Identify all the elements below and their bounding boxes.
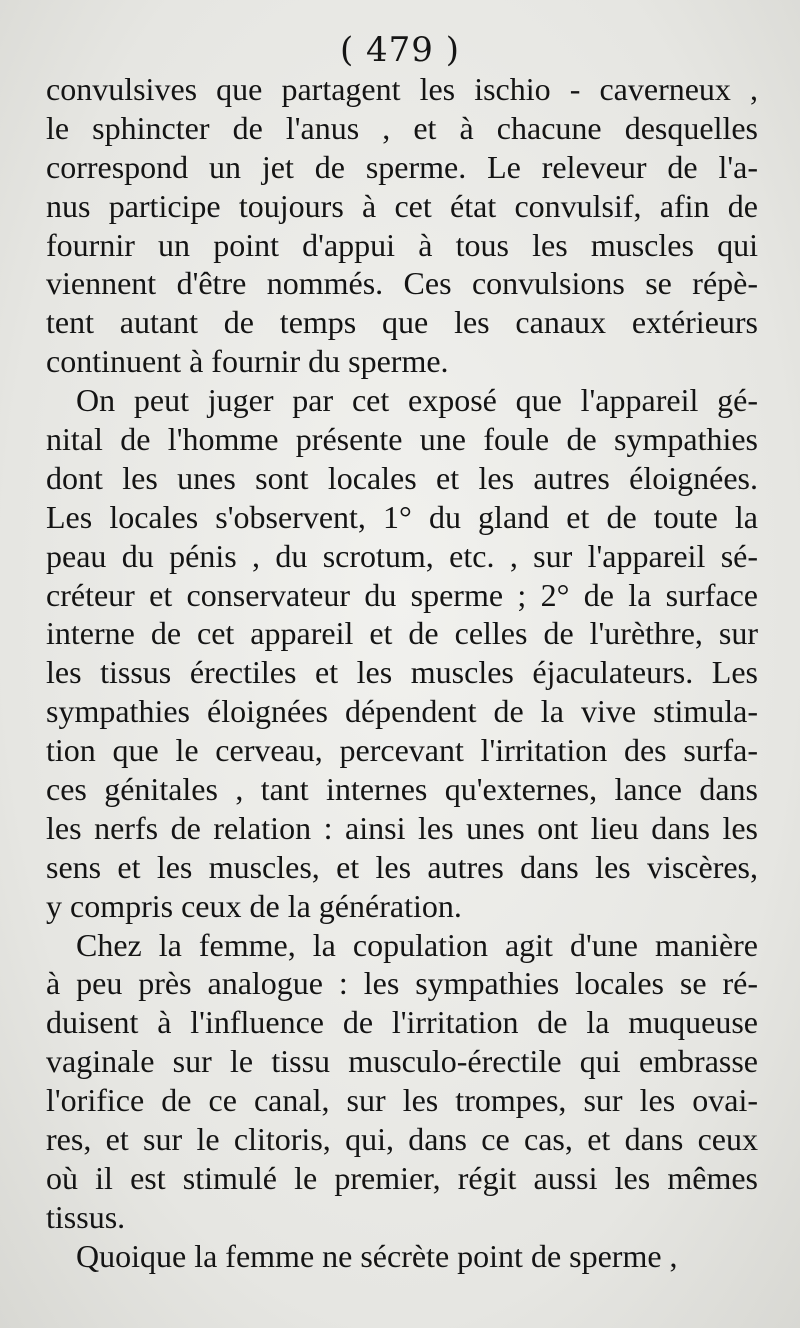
text-line: tent autant de temps que les canaux extérieurs [46, 304, 758, 341]
text-line: convulsives que partagent les ischio - caverneux , [46, 71, 758, 107]
text-line: où il est stimulé le premier, régit aussi les mêmes [46, 1159, 758, 1196]
text-line: res, et sur le clitoris, qui, dans ce cas, et dans ceux [46, 1121, 758, 1158]
text-line: l'orifice de ce canal, sur les trompes, sur les ovai- [46, 1082, 758, 1119]
paragraph-2 [46, 381, 758, 925]
text-line: le sphincter de l'anus , et à chacune desquelles [46, 109, 758, 146]
text-line: sympathies éloignées dépendent de la vive stimula- [46, 693, 758, 730]
text-line: Chez la femme, la copulation agit d'une manière [76, 926, 758, 963]
text-line: On peut juger par cet exposé que l'appareil gé- [76, 382, 758, 419]
text-line: duisent à l'influence de l'irritation de la muqueuse [46, 1004, 758, 1041]
text-line: tion que le cerveau, percevant l'irritation des surfa- [46, 732, 758, 769]
page-number: ( 479 ) [339, 30, 461, 70]
text-line: y compris ceux de la génération. [46, 887, 462, 924]
text-line: tissus. [46, 1198, 126, 1235]
paragraph-3 [46, 926, 758, 1237]
text-line: viennent d'être nommés. Ces convulsions se répè- [46, 265, 758, 302]
text-line: les tissus érectiles et les muscles éjaculateurs. Les [46, 654, 758, 691]
text-line: sens et les muscles, et les autres dans les viscères, [46, 848, 758, 885]
text-line: interne de cet appareil et de celles de l'urèthre, sur [46, 615, 758, 652]
text-line: continuent à fournir du sperme. [46, 343, 449, 380]
text-line: créteur et conservateur du sperme ; 2° de la surface [46, 576, 758, 613]
text-line: à peu près analogue : les sympathies locales se ré- [46, 965, 758, 1002]
text-line: dont les unes sont locales et les autres éloignées. [46, 459, 758, 496]
text-line: peau du pénis , du scrotum, etc. , sur l'appareil sé- [46, 537, 758, 574]
paragraph-4 [46, 1237, 758, 1276]
text-line: Les locales s'observent, 1° du gland et de toute la [46, 498, 758, 535]
text-line: ces génitales , tant internes qu'externes, lance dans [46, 771, 758, 808]
text-line: nus participe toujours à cet état convulsif, afin de [46, 187, 758, 224]
text-line: nital de l'homme présente une foule de sympathies [46, 421, 758, 458]
paragraph-1 [46, 70, 758, 381]
text-line: les nerfs de relation : ainsi les unes ont lieu dans les [46, 809, 758, 846]
body-text [46, 70, 758, 1276]
text-line: fournir un point d'appui à tous les muscles qui [46, 226, 758, 263]
text-line: correspond un jet de sperme. Le releveur de l'a- [46, 148, 758, 185]
text-line: Quoique la femme ne sécrète point de sperme , [76, 1237, 678, 1274]
text-line: vaginale sur le tissu musculo-érectile qui embrasse [46, 1043, 758, 1080]
